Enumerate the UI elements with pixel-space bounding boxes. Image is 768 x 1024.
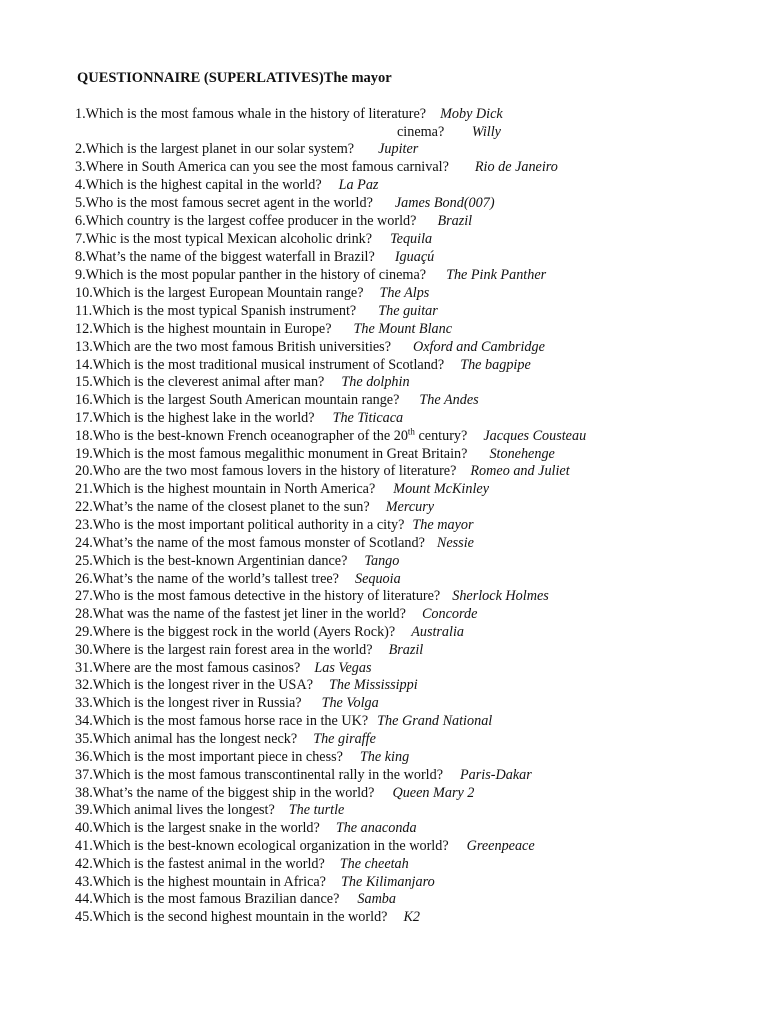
question-number: 10. — [75, 285, 93, 301]
question-number: 35. — [75, 731, 93, 747]
answer-text: The Volga — [321, 695, 379, 711]
question-row — [75, 141, 418, 158]
question-text: Which is the fastest animal in the world? — [92, 856, 325, 872]
question-row — [75, 195, 495, 212]
question-row — [75, 267, 546, 284]
question-number: 24. — [75, 535, 93, 551]
answer-text: The bagpipe — [460, 357, 531, 373]
answer-text: The Grand National — [377, 713, 493, 729]
question-number: 22. — [75, 499, 93, 515]
question-row — [75, 642, 423, 659]
question-text: Which is the longest river in the USA? — [92, 677, 313, 693]
question-row — [75, 231, 432, 248]
question-row — [75, 535, 474, 552]
question-number: 41. — [75, 838, 93, 854]
question-text: What was the name of the fastest jet liner in the world? — [92, 606, 406, 622]
question-row — [75, 446, 555, 463]
page-title: QUESTIONNAIRE (SUPERLATIVES)The mayor — [77, 70, 392, 86]
question-text: Which is the cleverest animal after man? — [92, 374, 325, 390]
answer-text: K2 — [403, 909, 421, 925]
question-text: Which is the most famous Brazilian dance? — [92, 891, 340, 907]
question-number: 11. — [75, 303, 93, 319]
answer-text: Iguaçú — [394, 249, 435, 265]
question-text: cinema? — [397, 124, 445, 140]
answer-text: Rio de Janeiro — [474, 159, 558, 175]
answer-text: Australia — [411, 624, 465, 640]
question-text: Who is the most famous secret agent in the world? — [85, 195, 373, 211]
question-number: 39. — [75, 802, 93, 818]
question-number: 37. — [75, 767, 93, 783]
question-text: Which is the highest capital in the world? — [85, 177, 322, 193]
question-text: What’s the name of the biggest ship in the world? — [92, 785, 375, 801]
question-row — [75, 677, 418, 694]
question-number: 16. — [75, 392, 93, 408]
answer-text: Concorde — [421, 606, 478, 622]
answer-text: The turtle — [288, 802, 345, 818]
question-text: Which is the highest mountain in North America? — [92, 481, 376, 497]
answer-text: The Pink Panther — [446, 267, 547, 283]
question-text: What’s the name of the closest planet to the sun? — [92, 499, 370, 515]
question-text: Which animal lives the longest? — [92, 802, 275, 818]
question-text: Which is the most popular panther in the history of cinema? — [85, 267, 427, 283]
question-text: Which is the largest snake in the world? — [92, 820, 320, 836]
question-number: 38. — [75, 785, 93, 801]
question-row — [75, 481, 489, 498]
question-row — [75, 749, 409, 766]
question-number: 23. — [75, 517, 93, 533]
question-row — [75, 499, 434, 516]
question-row — [75, 177, 378, 194]
question-number: 1. — [75, 106, 86, 122]
question-row — [75, 339, 545, 356]
question-number: 29. — [75, 624, 93, 640]
answer-text: The guitar — [378, 303, 438, 319]
question-text: Which is the best-known ecological organization in the world? — [92, 838, 449, 854]
question-number: 20. — [75, 463, 93, 479]
question-number: 42. — [75, 856, 93, 872]
question-number: 21. — [75, 481, 93, 497]
answer-text: The Mount Blanc — [353, 321, 453, 337]
question-row — [75, 410, 403, 427]
question-text: Which is the best-known Argentinian dance? — [92, 553, 348, 569]
question-number: 25. — [75, 553, 93, 569]
question-text-continued: century? — [414, 428, 468, 444]
question-row — [75, 463, 570, 480]
question-text: Which is the largest planet in our solar system? — [85, 141, 355, 157]
question-row — [75, 374, 410, 391]
question-row — [75, 891, 396, 908]
question-row — [75, 802, 344, 819]
question-text: Where is the biggest rock in the world (Ayers Rock)? — [92, 624, 396, 640]
answer-text: Jacques Cousteau — [483, 428, 587, 444]
answer-text: Samba — [357, 891, 396, 907]
question-number: 15. — [75, 374, 93, 390]
question-row — [75, 249, 434, 266]
answer-text: Romeo and Juliet — [470, 463, 570, 479]
question-row — [75, 856, 409, 873]
question-number: 45. — [75, 909, 93, 925]
question-text: Which is the highest lake in the world? — [92, 410, 315, 426]
question-row — [75, 213, 472, 230]
answer-text: The Mississippi — [329, 677, 418, 693]
question-row — [75, 695, 379, 712]
question-row — [75, 159, 558, 176]
question-number: 43. — [75, 874, 93, 890]
question-row — [75, 713, 492, 730]
question-text: Which is the largest European Mountain range? — [92, 285, 364, 301]
question-text: What’s the name of the world’s tallest tree? — [92, 571, 339, 587]
question-number: 26. — [75, 571, 93, 587]
question-number: 8. — [75, 249, 86, 265]
answer-text: The Titicaca — [332, 410, 404, 426]
answer-text: Stonehenge — [489, 446, 555, 462]
question-number: 3. — [75, 159, 86, 175]
answer-text: Moby Dick — [440, 106, 503, 122]
question-text: Where are the most famous casinos? — [92, 660, 301, 676]
question-row — [75, 517, 474, 534]
question-1-continuation — [397, 124, 501, 141]
answer-text: Paris-Dakar — [460, 767, 532, 783]
answer-text: The king — [359, 749, 410, 765]
question-row — [75, 660, 372, 677]
question-number: 31. — [75, 660, 93, 676]
answer-text: The giraffe — [313, 731, 376, 747]
answer-text: James Bond(007) — [394, 195, 495, 211]
question-text: Which is the second highest mountain in the world? — [92, 909, 388, 925]
question-number: 32. — [75, 677, 93, 693]
answer-text: The anaconda — [335, 820, 417, 836]
question-text: Who is the best-known French oceanographer of the 20 — [92, 428, 408, 444]
answer-text: Sherlock Holmes — [452, 588, 549, 604]
question-text: Which country is the largest coffee producer in the world? — [85, 213, 417, 229]
question-text: Which is the largest South American mountain range? — [92, 392, 400, 408]
question-number: 28. — [75, 606, 93, 622]
answer-text: Brazil — [388, 642, 424, 658]
superscript: th — [407, 426, 415, 437]
question-number: 44. — [75, 891, 93, 907]
question-number: 17. — [75, 410, 93, 426]
question-row — [75, 820, 417, 837]
answer-text: Nessie — [436, 535, 474, 551]
question-row — [75, 838, 535, 855]
answer-text: The dolphin — [341, 374, 410, 390]
answer-text: Queen Mary 2 — [392, 785, 475, 801]
answer-text: Jupiter — [378, 141, 419, 157]
question-text: Where in South America can you see the most famous carnival? — [85, 159, 449, 175]
question-number: 4. — [75, 177, 86, 193]
question-number: 30. — [75, 642, 93, 658]
question-text: Where is the largest rain forest area in the world? — [92, 642, 373, 658]
question-number: 34. — [75, 713, 93, 729]
answer-text: Mount McKinley — [393, 481, 489, 497]
question-row — [75, 357, 531, 374]
answer-text: La Paz — [338, 177, 379, 193]
question-text: Which is the longest river in Russia? — [92, 695, 302, 711]
answer-text: Brazil — [437, 213, 473, 229]
answer-text: Mercury — [385, 499, 435, 515]
question-text: Which is the most famous horse race in the UK? — [92, 713, 369, 729]
question-row — [75, 392, 479, 409]
question-number: 7. — [75, 231, 86, 247]
question-number: 33. — [75, 695, 93, 711]
question-number: 12. — [75, 321, 93, 337]
question-row — [75, 731, 376, 748]
answer-text: Willy — [471, 124, 501, 140]
question-text: What’s the name of the most famous monster of Scotland? — [92, 535, 425, 551]
question-row — [75, 321, 452, 338]
answer-text: The mayor — [412, 517, 474, 533]
question-text: Which is the highest mountain in Africa? — [92, 874, 326, 890]
question-row — [75, 767, 532, 784]
answer-text: The cheetah — [339, 856, 409, 872]
question-row — [75, 553, 399, 570]
answer-text: Tango — [364, 553, 400, 569]
question-text: Which is the most famous transcontinental rally in the world? — [92, 767, 444, 783]
question-row — [75, 588, 549, 605]
answer-text: Tequila — [390, 231, 433, 247]
answer-text: The Andes — [419, 392, 479, 408]
question-number: 6. — [75, 213, 86, 229]
answer-text: Greenpeace — [466, 838, 535, 854]
question-number: 18. — [75, 428, 93, 444]
question-row — [75, 106, 503, 123]
question-row — [75, 874, 435, 891]
question-text: Which animal has the longest neck? — [92, 731, 298, 747]
question-number: 9. — [75, 267, 86, 283]
question-number: 5. — [75, 195, 86, 211]
question-text: Which is the most important piece in chess? — [92, 749, 343, 765]
answer-text: Sequoia — [354, 571, 401, 587]
question-number: 40. — [75, 820, 93, 836]
question-row — [75, 285, 429, 302]
question-number: 13. — [75, 339, 93, 355]
answer-text: The Kilimanjaro — [340, 874, 435, 890]
question-row — [75, 606, 477, 623]
question-text: Which are the two most famous British universities? — [92, 339, 392, 355]
answer-text: The Alps — [379, 285, 430, 301]
question-text: What’s the name of the biggest waterfall in Brazil? — [85, 249, 375, 265]
question-row — [75, 303, 438, 320]
answer-text: Las Vegas — [314, 660, 372, 676]
question-row — [75, 428, 586, 445]
question-row — [75, 785, 474, 802]
question-text: Which is the highest mountain in Europe? — [92, 321, 332, 337]
question-number: 14. — [75, 357, 93, 373]
question-text: Which is the most famous megalithic monument in Great Britain? — [92, 446, 468, 462]
question-row — [75, 571, 401, 588]
question-text: Which is the most traditional musical instrument of Scotland? — [92, 357, 445, 373]
question-text: Who are the two most famous lovers in the history of literature? — [92, 463, 457, 479]
answer-text: Oxford and Cambridge — [413, 339, 545, 355]
question-number: 36. — [75, 749, 93, 765]
question-text: Who is the most important political authority in a city? — [92, 517, 405, 533]
question-number: 27. — [75, 588, 93, 604]
question-text: Which is the most typical Spanish instrument? — [92, 303, 357, 319]
question-row — [75, 909, 420, 926]
question-number: 19. — [75, 446, 93, 462]
question-text: Who is the most famous detective in the history of literature? — [92, 588, 441, 604]
question-number: 2. — [75, 141, 86, 157]
question-text: Whic is the most typical Mexican alcoholic drink? — [85, 231, 373, 247]
question-text: Which is the most famous whale in the history of literature? — [85, 106, 427, 122]
question-row — [75, 624, 464, 641]
